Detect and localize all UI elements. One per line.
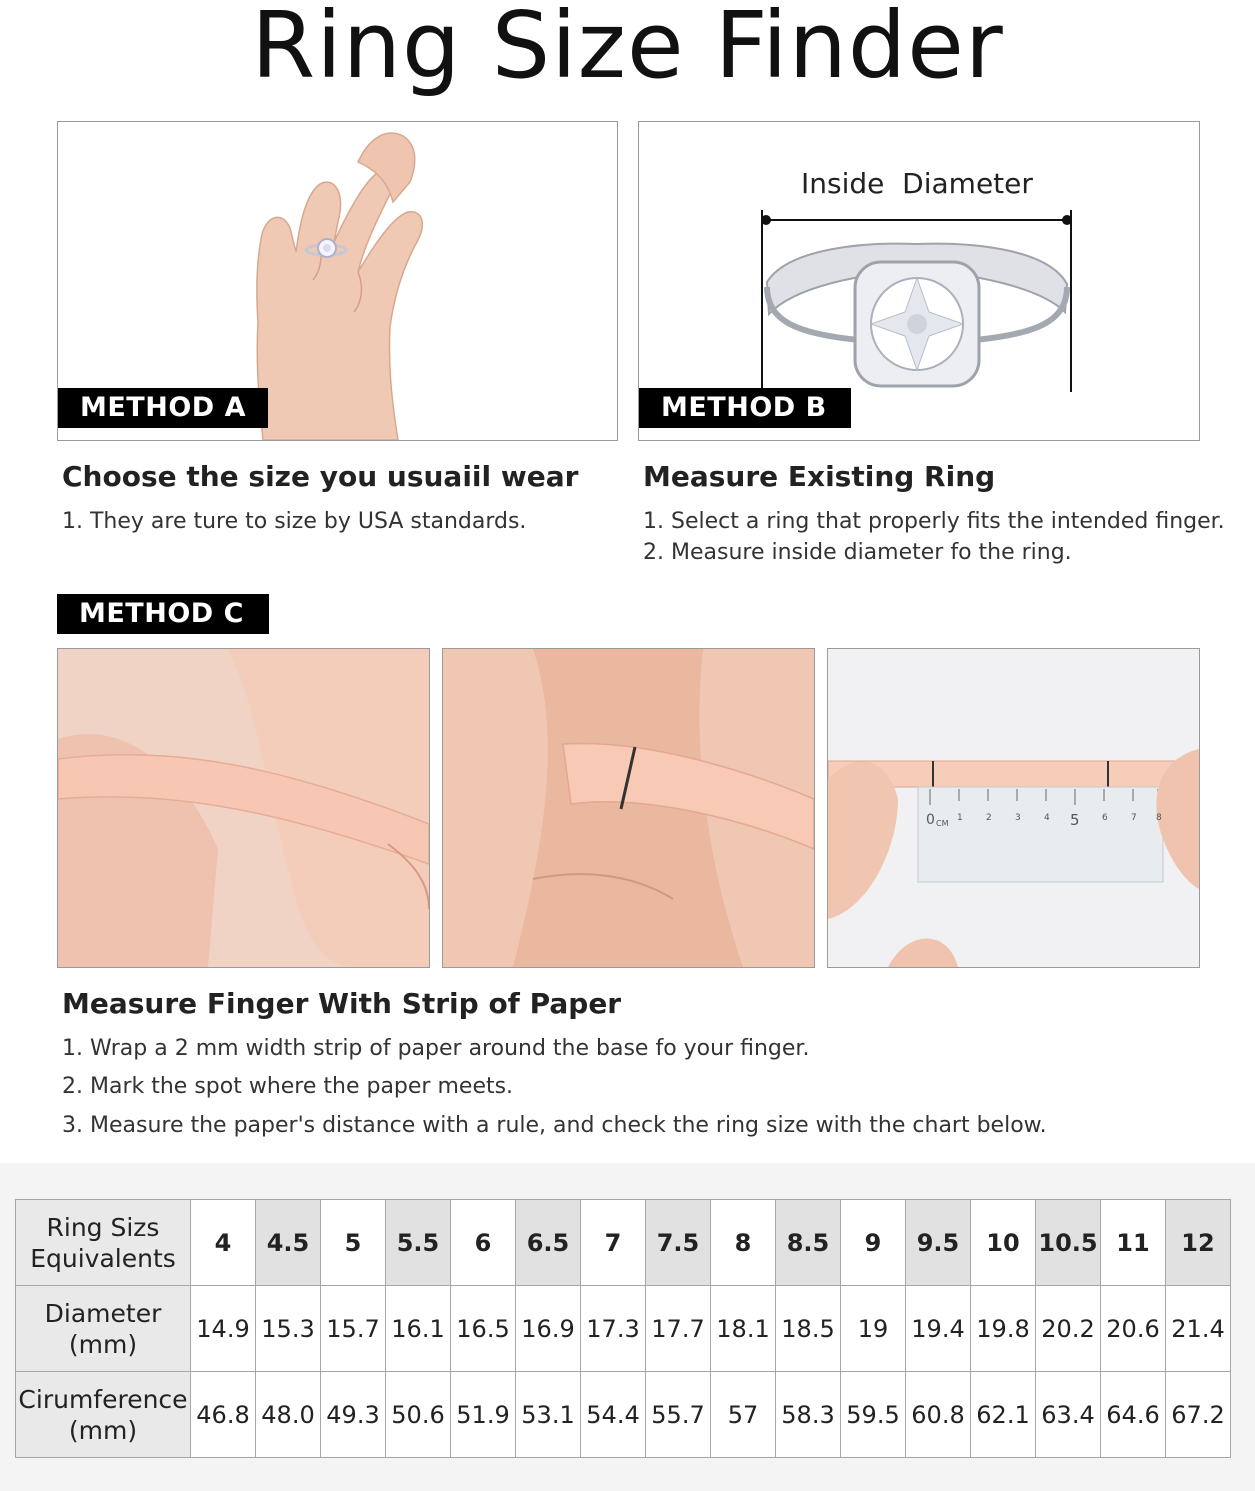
- circumference-cell: 53.1: [516, 1372, 581, 1458]
- ruler-number-2: 2: [986, 813, 992, 823]
- circumference-cell: 58.3: [776, 1372, 841, 1458]
- diameter-row-label-line-2: (mm): [68, 1329, 138, 1359]
- circumference-cell: 55.7: [646, 1372, 711, 1458]
- method-c-step-1: 1. Wrap a 2 mm width strip of paper around the base fo your finger.: [62, 1036, 810, 1061]
- size-row: [16, 1200, 1231, 1286]
- circumference-cell: 51.9: [451, 1372, 516, 1458]
- method-c-label: METHOD C: [57, 594, 269, 634]
- ruler-number-1: 1: [957, 813, 963, 823]
- circumference-row-label-line-1: Cirumference: [18, 1384, 188, 1414]
- ruler-measure-illustration: [828, 649, 1199, 967]
- method-c-heading: Measure Finger With Strip of Paper: [62, 987, 622, 1020]
- ruler-number-4: 4: [1044, 813, 1050, 823]
- method-c-photo-ruler: [827, 648, 1200, 968]
- diameter-cell: 15.3: [256, 1286, 321, 1372]
- ruler-number-7: 7: [1131, 813, 1137, 823]
- ruler-number-6: 6: [1102, 813, 1108, 823]
- diameter-row: [16, 1286, 1231, 1372]
- method-c-photo-mark: [442, 648, 815, 968]
- method-a-heading: Choose the size you usuaiil wear: [62, 460, 579, 493]
- method-c-step-3: 3. Measure the paper's distance with a rule, and check the ring size with the chart below.: [62, 1113, 1047, 1138]
- method-a-label: METHOD A: [58, 388, 268, 428]
- circumference-cell: 64.6: [1101, 1372, 1166, 1458]
- circumference-row-label-line-2: (mm): [68, 1415, 138, 1445]
- size-cell: 5: [321, 1200, 386, 1286]
- method-b-step-2: 2. Measure inside diameter fo the ring.: [643, 540, 1072, 565]
- circumference-cell: 62.1: [971, 1372, 1036, 1458]
- size-cell: 9: [841, 1200, 906, 1286]
- method-b-heading: Measure Existing Ring: [643, 460, 996, 493]
- ruler-number-8: 8: [1156, 813, 1162, 823]
- size-cell: 7: [581, 1200, 646, 1286]
- finger-wrap-illustration: [58, 649, 429, 967]
- diameter-cell: 17.3: [581, 1286, 646, 1372]
- method-c-photo-wrap: [57, 648, 430, 968]
- diameter-cell: 20.6: [1101, 1286, 1166, 1372]
- method-c-step-2: 2. Mark the spot where the paper meets.: [62, 1074, 514, 1099]
- size-cell: 8: [711, 1200, 776, 1286]
- diameter-cell: 19.4: [906, 1286, 971, 1372]
- diameter-cell: 16.1: [386, 1286, 451, 1372]
- diameter-row-label: [16, 1286, 191, 1372]
- circumference-cell: 46.8: [191, 1372, 256, 1458]
- diameter-cell: 17.7: [646, 1286, 711, 1372]
- size-cell: 4: [191, 1200, 256, 1286]
- size-cell: 6.5: [516, 1200, 581, 1286]
- circumference-cell: 57: [711, 1372, 776, 1458]
- diameter-cell: 21.4: [1166, 1286, 1231, 1372]
- method-a-photo-frame: [57, 121, 618, 441]
- circumference-cell: 48.0: [256, 1372, 321, 1458]
- ring-size-chart: [15, 1199, 1231, 1458]
- size-cell: 4.5: [256, 1200, 321, 1286]
- ruler-number-5: 5: [1070, 811, 1080, 829]
- size-cell: 10: [971, 1200, 1036, 1286]
- page-title: Ring Size Finder: [251, 0, 1004, 99]
- ruler-number-0: 0: [926, 812, 935, 828]
- method-b-diagram-frame: [638, 121, 1200, 441]
- size-cell: 9.5: [906, 1200, 971, 1286]
- size-cell: 12: [1166, 1200, 1231, 1286]
- size-cell: 8.5: [776, 1200, 841, 1286]
- method-a-step-1: 1. They are ture to size by USA standards.: [62, 509, 527, 534]
- diameter-row-label-line-1: Diameter: [44, 1298, 162, 1328]
- circumference-row: [16, 1372, 1231, 1458]
- diameter-cell: 14.9: [191, 1286, 256, 1372]
- diameter-cell: 18.5: [776, 1286, 841, 1372]
- diameter-cell: 18.1: [711, 1286, 776, 1372]
- circumference-cell: 49.3: [321, 1372, 386, 1458]
- circumference-cell: 63.4: [1036, 1372, 1101, 1458]
- size-cell: 11: [1101, 1200, 1166, 1286]
- diameter-cell: 19: [841, 1286, 906, 1372]
- diameter-cell: 16.9: [516, 1286, 581, 1372]
- inside-diameter-label: Inside Diameter: [801, 167, 1033, 200]
- circumference-cell: 60.8: [906, 1372, 971, 1458]
- ruler-unit: CM: [936, 819, 949, 828]
- diameter-cell: 20.2: [1036, 1286, 1101, 1372]
- circumference-cell: 50.6: [386, 1372, 451, 1458]
- method-b-label: METHOD B: [639, 388, 851, 428]
- size-cell: 6: [451, 1200, 516, 1286]
- size-cell: 10.5: [1036, 1200, 1101, 1286]
- circumference-cell: 59.5: [841, 1372, 906, 1458]
- size-cell: 7.5: [646, 1200, 711, 1286]
- circumference-cell: 67.2: [1166, 1372, 1231, 1458]
- ruler-number-3: 3: [1015, 813, 1021, 823]
- size-row-label-line-2: Equivalents: [30, 1243, 176, 1273]
- circumference-row-label: [16, 1372, 191, 1458]
- circumference-cell: 54.4: [581, 1372, 646, 1458]
- finger-mark-illustration: [443, 649, 814, 967]
- diameter-cell: 19.8: [971, 1286, 1036, 1372]
- size-row-label: [16, 1200, 191, 1286]
- size-cell: 5.5: [386, 1200, 451, 1286]
- method-b-step-1: 1. Select a ring that properly fits the intended finger.: [643, 509, 1225, 534]
- diameter-cell: 15.7: [321, 1286, 386, 1372]
- diameter-cell: 16.5: [451, 1286, 516, 1372]
- size-row-label-line-1: Ring Sizs: [46, 1212, 160, 1242]
